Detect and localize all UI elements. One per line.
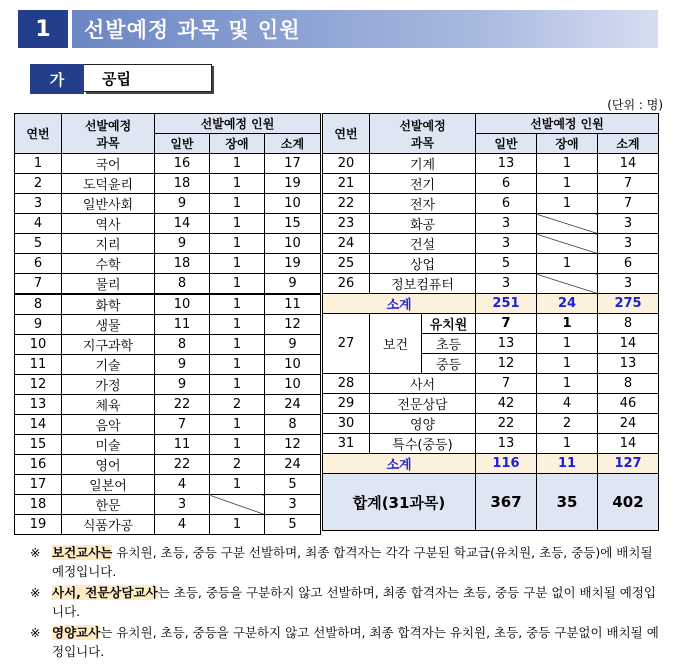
row-general: 7 — [476, 374, 537, 394]
table-row — [323, 174, 659, 194]
row-general: 22 — [476, 414, 537, 434]
col-subject: 선발예정 과목 — [62, 114, 155, 154]
row-subtotal: 17 — [265, 154, 321, 174]
row-subject: 화공 — [370, 214, 476, 234]
col-disabled: 장애 — [210, 134, 265, 154]
row-subject: 상업 — [370, 254, 476, 274]
row-no: 18 — [15, 495, 62, 515]
row-subject: 영어 — [62, 455, 155, 475]
table-row — [323, 434, 659, 454]
note-highlight: 사서, 전문상담교사 — [52, 585, 158, 600]
table-row — [15, 395, 321, 415]
row-no: 19 — [15, 515, 62, 535]
row-disabled: 1 — [210, 154, 265, 174]
note-text: 유치원, 초등, 중등 구분 선발하며, 최종 합격자는 각각 구분된 학교급(유치원, 초등, 중등)에 배치될 예정입니다. — [52, 545, 653, 579]
table-row — [323, 194, 659, 214]
grand-total-label: 합계(31과목) — [323, 474, 476, 531]
row-general: 10 — [155, 294, 210, 315]
row-no: 13 — [15, 395, 62, 415]
row-disabled: 1 — [537, 194, 598, 214]
row-no: 29 — [323, 394, 370, 414]
row-general: 16 — [155, 154, 210, 174]
row-subject: 영양 — [370, 414, 476, 434]
row-subject: 전자 — [370, 194, 476, 214]
row-general: 3 — [476, 214, 537, 234]
row-no: 28 — [323, 374, 370, 394]
row-subtotal: 19 — [265, 174, 321, 194]
row-no: 7 — [15, 274, 62, 295]
row-general: 3 — [476, 234, 537, 254]
row-disabled — [537, 274, 598, 294]
table-row — [15, 315, 321, 335]
row-general: 11 — [155, 315, 210, 335]
table-row — [15, 455, 321, 475]
note-text: 는 유치원, 초등, 중등을 구분하지 않고 선발하며, 최종 합격자는 유치원, 초등, 중등 구분없이 배치될 예정입니다. — [52, 625, 659, 659]
subtotal-general: 116 — [476, 454, 537, 474]
row-subtotal: 15 — [265, 214, 321, 234]
row-general: 9 — [155, 234, 210, 254]
grand-total-subtotal: 402 — [598, 474, 659, 531]
row-disabled: 1 — [210, 355, 265, 375]
subsection-title: 공립 — [84, 64, 212, 92]
row-general: 9 — [155, 194, 210, 214]
col-no: 연번 — [15, 114, 62, 154]
row-subtotal: 6 — [598, 254, 659, 274]
row-no: 17 — [15, 475, 62, 495]
row-subtotal: 13 — [598, 354, 659, 374]
row-subtotal: 11 — [265, 294, 321, 315]
row-subject: 도덕윤리 — [62, 174, 155, 194]
note-text: 는 초등, 중등을 구분하지 않고 선발하며, 최종 합격자는 초등, 중등 구분 없이 배치될 예정입니다. — [52, 585, 656, 619]
subtotal-row-a — [323, 294, 659, 314]
row-subject: 정보컴퓨터 — [370, 274, 476, 294]
row-subject: 미술 — [62, 435, 155, 455]
row-no: 21 — [323, 174, 370, 194]
col-no: 연번 — [323, 114, 370, 154]
table-row — [15, 174, 321, 194]
row-disabled: 1 — [210, 214, 265, 234]
row-subject: 식품가공 — [62, 515, 155, 535]
row-subtotal: 8 — [598, 314, 659, 334]
table-row — [323, 374, 659, 394]
row-no: 22 — [323, 194, 370, 214]
table-row — [15, 254, 321, 274]
row-subtotal: 14 — [598, 434, 659, 454]
row-no: 9 — [15, 315, 62, 335]
row-disabled: 1 — [210, 234, 265, 254]
table-row — [15, 274, 321, 295]
row-no: 14 — [15, 415, 62, 435]
row-subtotal: 3 — [265, 495, 321, 515]
row-general: 18 — [155, 174, 210, 194]
row-subject: 체육 — [62, 395, 155, 415]
row-general: 42 — [476, 394, 537, 414]
row-no: 20 — [323, 154, 370, 174]
col-subtotal: 소계 — [265, 134, 321, 154]
table-row — [323, 414, 659, 434]
row-general: 13 — [476, 334, 537, 354]
row-subtotal: 7 — [598, 194, 659, 214]
row-general: 4 — [155, 475, 210, 495]
row-subject: 전문상담 — [370, 394, 476, 414]
table-row — [323, 274, 659, 294]
row-subject: 전기 — [370, 174, 476, 194]
row-general: 9 — [155, 355, 210, 375]
row-subtotal: 10 — [265, 194, 321, 214]
row-subtotal: 46 — [598, 394, 659, 414]
row-no: 10 — [15, 335, 62, 355]
row-disabled: 1 — [210, 194, 265, 214]
row-subject: 생물 — [62, 315, 155, 335]
health-level: 유치원 — [422, 314, 476, 334]
table-row — [323, 394, 659, 414]
table-row — [15, 435, 321, 455]
left-table — [14, 113, 321, 535]
row-subtotal: 12 — [265, 315, 321, 335]
row-disabled: 1 — [210, 174, 265, 194]
row-disabled: 2 — [210, 395, 265, 415]
subtotal-general: 251 — [476, 294, 537, 314]
table-row — [15, 294, 321, 315]
table-row — [15, 335, 321, 355]
row-disabled: 1 — [537, 314, 598, 334]
row-disabled — [537, 234, 598, 254]
row-subtotal: 10 — [265, 234, 321, 254]
col-general: 일반 — [476, 134, 537, 154]
row-disabled: 1 — [537, 334, 598, 354]
note-highlight: 보건교사는 — [52, 545, 113, 560]
row-subtotal: 24 — [265, 395, 321, 415]
row-no: 31 — [323, 434, 370, 454]
col-general: 일반 — [155, 134, 210, 154]
note-mark: ※ — [30, 545, 41, 560]
table-row — [15, 495, 321, 515]
row-disabled: 1 — [210, 415, 265, 435]
row-no: 1 — [15, 154, 62, 174]
col-group: 선발예정 인원 — [476, 114, 659, 134]
row-general: 6 — [476, 194, 537, 214]
row-general: 7 — [155, 415, 210, 435]
table-row — [15, 515, 321, 535]
row-subtotal: 9 — [265, 274, 321, 295]
row-subtotal: 3 — [598, 214, 659, 234]
row-no: 5 — [15, 234, 62, 254]
row-subject: 화학 — [62, 294, 155, 315]
row-subject: 수학 — [62, 254, 155, 274]
subtotal-disabled: 11 — [537, 454, 598, 474]
row-general: 4 — [155, 515, 210, 535]
grand-total-general: 367 — [476, 474, 537, 531]
row-no: 23 — [323, 214, 370, 234]
row-no: 27 — [323, 314, 370, 374]
row-no: 15 — [15, 435, 62, 455]
row-subtotal: 3 — [598, 234, 659, 254]
row-subtotal: 12 — [265, 435, 321, 455]
col-subject: 선발예정 과목 — [370, 114, 476, 154]
note-highlight: 영양교사 — [52, 625, 101, 640]
subtotal-total: 275 — [598, 294, 659, 314]
row-disabled: 1 — [210, 475, 265, 495]
row-disabled: 1 — [210, 435, 265, 455]
notes — [30, 543, 660, 663]
health-row — [323, 314, 659, 334]
col-subtotal: 소계 — [598, 134, 659, 154]
row-disabled: 1 — [210, 294, 265, 315]
section-number: 1 — [18, 10, 68, 48]
note-item — [30, 543, 660, 581]
table-row — [15, 154, 321, 174]
subsection-label: 가 — [30, 64, 84, 94]
row-general: 8 — [155, 274, 210, 295]
row-subject: 국어 — [62, 154, 155, 174]
row-subtotal: 3 — [598, 274, 659, 294]
row-subtotal: 10 — [265, 355, 321, 375]
table-row — [323, 214, 659, 234]
row-subtotal: 24 — [598, 414, 659, 434]
row-no: 3 — [15, 194, 62, 214]
row-general: 8 — [155, 335, 210, 355]
row-disabled: 1 — [537, 374, 598, 394]
health-level: 초등 — [422, 334, 476, 354]
row-no: 6 — [15, 254, 62, 274]
row-subject: 특수(중등) — [370, 434, 476, 454]
subtotal-row-b — [323, 454, 659, 474]
note-item — [30, 583, 660, 621]
row-general: 3 — [476, 274, 537, 294]
row-general: 6 — [476, 174, 537, 194]
table-row — [323, 254, 659, 274]
note-item — [30, 623, 660, 661]
row-subject: 건설 — [370, 234, 476, 254]
row-disabled — [537, 214, 598, 234]
row-no: 26 — [323, 274, 370, 294]
row-general: 7 — [476, 314, 537, 334]
row-subject: 지리 — [62, 234, 155, 254]
row-disabled: 1 — [210, 375, 265, 395]
row-no: 4 — [15, 214, 62, 234]
row-subtotal: 19 — [265, 254, 321, 274]
row-general: 3 — [155, 495, 210, 515]
subtotal-label: 소계 — [323, 294, 476, 314]
table-row — [15, 214, 321, 234]
note-mark: ※ — [30, 625, 41, 640]
row-disabled: 1 — [210, 274, 265, 295]
row-subject: 음악 — [62, 415, 155, 435]
row-disabled: 4 — [537, 394, 598, 414]
row-general: 14 — [155, 214, 210, 234]
row-subtotal: 14 — [598, 334, 659, 354]
row-subtotal: 5 — [265, 515, 321, 535]
unit-note: (단위 : 명) — [607, 98, 663, 112]
row-disabled: 1 — [537, 434, 598, 454]
row-disabled: 1 — [537, 154, 598, 174]
row-disabled: 2 — [537, 414, 598, 434]
row-disabled: 1 — [537, 174, 598, 194]
table-row — [15, 234, 321, 254]
row-disabled: 1 — [210, 335, 265, 355]
row-subject: 일본어 — [62, 475, 155, 495]
row-general: 11 — [155, 435, 210, 455]
row-subtotal: 8 — [265, 415, 321, 435]
col-disabled: 장애 — [537, 134, 598, 154]
row-subtotal: 14 — [598, 154, 659, 174]
grand-total-disabled: 35 — [537, 474, 598, 531]
row-disabled: 1 — [537, 354, 598, 374]
row-no: 16 — [15, 455, 62, 475]
row-general: 13 — [476, 434, 537, 454]
row-subtotal: 8 — [598, 374, 659, 394]
row-no: 12 — [15, 375, 62, 395]
row-subtotal: 7 — [598, 174, 659, 194]
table-row — [15, 375, 321, 395]
subtotal-label: 소계 — [323, 454, 476, 474]
row-disabled: 1 — [537, 254, 598, 274]
subtotal-total: 127 — [598, 454, 659, 474]
row-general: 12 — [476, 354, 537, 374]
row-general: 5 — [476, 254, 537, 274]
row-subtotal: 9 — [265, 335, 321, 355]
row-no: 11 — [15, 355, 62, 375]
row-general: 18 — [155, 254, 210, 274]
right-table — [322, 113, 659, 531]
row-general: 13 — [476, 154, 537, 174]
row-subject: 가정 — [62, 375, 155, 395]
row-subject: 기술 — [62, 355, 155, 375]
health-level: 중등 — [422, 354, 476, 374]
row-disabled: 1 — [210, 315, 265, 335]
subtotal-disabled: 24 — [537, 294, 598, 314]
row-subject: 사서 — [370, 374, 476, 394]
row-no: 30 — [323, 414, 370, 434]
note-mark: ※ — [30, 585, 41, 600]
row-subject: 기계 — [370, 154, 476, 174]
row-subject: 한문 — [62, 495, 155, 515]
section-title: 선발예정 과목 및 인원 — [72, 10, 658, 48]
row-subject: 물리 — [62, 274, 155, 295]
row-general: 22 — [155, 455, 210, 475]
grand-total-row — [323, 474, 659, 531]
row-general: 9 — [155, 375, 210, 395]
section-header — [14, 10, 658, 48]
row-disabled: 2 — [210, 455, 265, 475]
col-group: 선발예정 인원 — [155, 114, 321, 134]
row-subject: 일반사회 — [62, 194, 155, 214]
table-row — [323, 234, 659, 254]
row-disabled: 1 — [210, 515, 265, 535]
row-no: 2 — [15, 174, 62, 194]
row-subject: 보건 — [370, 314, 422, 374]
table-row — [323, 154, 659, 174]
row-general: 22 — [155, 395, 210, 415]
table-row — [15, 194, 321, 214]
row-subtotal: 5 — [265, 475, 321, 495]
row-no: 8 — [15, 294, 62, 315]
table-row — [15, 415, 321, 435]
row-subtotal: 24 — [265, 455, 321, 475]
row-disabled: 1 — [210, 254, 265, 274]
row-disabled — [210, 495, 265, 515]
table-row — [15, 475, 321, 495]
row-subject: 지구과학 — [62, 335, 155, 355]
row-no: 24 — [323, 234, 370, 254]
row-no: 25 — [323, 254, 370, 274]
table-row — [15, 355, 321, 375]
row-subtotal: 10 — [265, 375, 321, 395]
row-subject: 역사 — [62, 214, 155, 234]
